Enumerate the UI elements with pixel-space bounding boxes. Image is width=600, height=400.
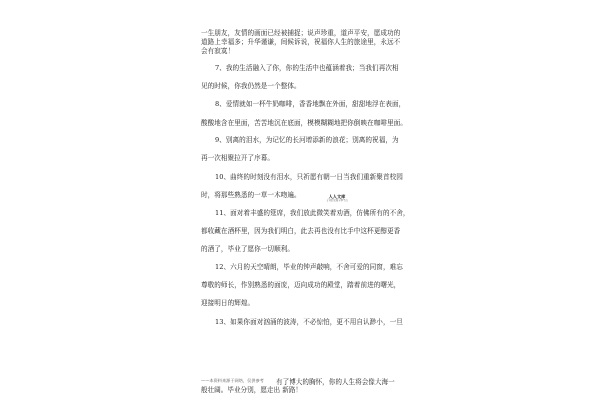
text-line: 11、面对着丰盛的筵席，我们放此微笑着劝酒，仿佛所有的不舍，	[215, 209, 410, 217]
text-line: 的酒了，毕业了愿你一切顺利。	[201, 245, 295, 253]
text-line: 酸酸地含在里面，苦苦地沉在底面，模模糊糊地把你倒映在咖啡里面。	[201, 119, 407, 127]
text-line: 尊敬的师长，作别熟悉的面庞，迈向成功的殿堂，踏着前进的曙光，	[201, 281, 401, 289]
text-line: 有了博大的胸怀，你的人生将会像大海一	[276, 378, 395, 386]
text-line: 再一次相聚拉开了序幕。	[201, 154, 275, 162]
text-line: 10、曲终的时刻没有泪水，只祈愿有朝一日当我们重新聚首校园	[215, 173, 403, 181]
text-line: 见的时候，你我仍然是一个整体。	[201, 82, 301, 90]
text-line: 道路上幸福多；升华谨谦，间候诉说，祝福你人生的旅途里，永远不	[201, 38, 401, 46]
text-line: 13、如果你面对汹涌的波涛，不必惊怕，更不用自认渺小，一旦	[215, 318, 403, 326]
text-line: 般壮阔。毕业分别，愿走出 新路！	[201, 386, 303, 394]
watermark-subtitle: 专业的文档分享平台	[326, 199, 348, 202]
text-line: 一生朋友，友情的画面已经被捕捉；说声珍重，道声平安，愿成功的	[201, 29, 401, 37]
text-line: 时，将那些熟悉的一草一木吻遍。	[201, 191, 301, 199]
watermark-title: 人人文库	[328, 194, 346, 199]
text-line: 9、别离的泪水，为记忆的长河增添新的浪花；别离的祝福，为	[215, 136, 399, 144]
text-line: 8、爱情就如一杯牛奶咖啡，香香地飘在外面，甜甜地浮在表面，	[215, 100, 406, 108]
text-line: 12、六月的天空晴朗，毕业的钟声敲响，不舍可爱的同窗，难忘	[215, 263, 403, 271]
text-line: 会有寂寞！	[201, 47, 235, 55]
text-line: 都收藏在酒杯里，因为我们明白，此去再也没有比手中这杯更醇更香	[201, 227, 401, 235]
text-line: 迎接明日的辉煌。	[201, 299, 255, 307]
text-line: 7、我的生活融入了你，你的生活中也蕴涵着我；当我们再次相	[215, 64, 399, 72]
footnote: ——本资料来源于网络，仅供参考	[201, 378, 264, 383]
watermark-logo	[324, 194, 350, 202]
